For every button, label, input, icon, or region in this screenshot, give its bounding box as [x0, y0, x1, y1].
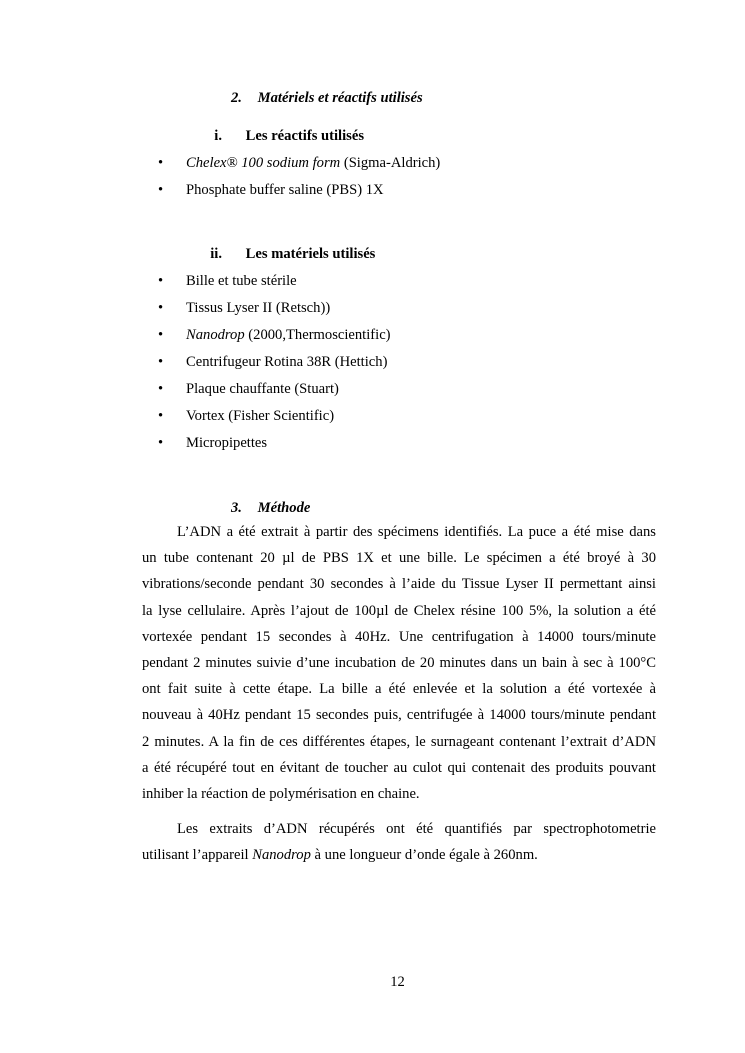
- list-item: [148, 273, 391, 300]
- method-paragraph-1: [142, 519, 656, 807]
- section-3-title: Méthode: [257, 500, 311, 516]
- material-name: Centrifugeur Rotina 38R (Hettich): [186, 354, 388, 370]
- paragraph-text: à une longueur d’onde égale à 260nm.: [310, 847, 538, 864]
- materials-title: Les matériels utilisés: [245, 246, 376, 262]
- page-number: 12: [390, 974, 405, 990]
- material-name: Micropipettes: [186, 435, 268, 451]
- paragraph-line: inhiber la réaction de polymérisation en chaine.: [142, 785, 420, 802]
- material-name: Vortex (Fisher Scientific): [186, 408, 335, 424]
- materials-heading: [202, 246, 375, 263]
- list-item: [148, 408, 391, 435]
- paragraph-line: vibrations/seconde pendant 30 secondes à l’aide du Tissue Lyser II permettant ainsi: [142, 576, 656, 593]
- bullet-icon: •: [158, 327, 164, 343]
- paragraph-text: utilisant l’appareil: [142, 847, 253, 864]
- reagent-name: Phosphate buffer saline (PBS) 1X: [186, 182, 384, 198]
- reagent-name: (Sigma-Aldrich): [340, 155, 441, 171]
- section-2-heading: [231, 90, 423, 107]
- list-item: [148, 300, 391, 327]
- bullet-icon: •: [158, 408, 164, 424]
- section-3-number: 3.: [231, 500, 242, 516]
- bullet-icon: •: [158, 381, 164, 397]
- paragraph-line: la lyse cellulaire. Après l’ajout de 100µl de Chelex résine 100 5%, la solution a été: [142, 602, 656, 619]
- section-2-title: Matériels et réactifs utilisés: [257, 90, 423, 106]
- list-item: [148, 435, 391, 462]
- instrument-name: Nanodrop: [252, 847, 311, 864]
- material-name: (2000,Thermoscientific): [244, 327, 391, 343]
- reagent-name-italic: Chelex® 100 sodium form: [186, 155, 341, 171]
- material-name: Tissus Lyser II (Retsch)): [186, 300, 331, 316]
- list-item: [148, 381, 391, 408]
- paragraph-line: un tube contenant 20 µl de PBS 1X et une bille. Le spécimen a été broyé à 30: [142, 550, 656, 567]
- list-item: [148, 327, 391, 354]
- paragraph-line: ont fait suite à cette étape. La bille a été enlevée et la solution a été vortexée à: [142, 681, 656, 698]
- reagents-heading: [202, 128, 364, 145]
- bullet-icon: •: [158, 300, 164, 316]
- method-paragraph-2: [142, 816, 656, 868]
- reagents-list: [148, 155, 440, 209]
- paragraph-line: a été récupéré tout en évitant de toucher au culot qui contenait des produits pouvant: [142, 759, 656, 776]
- materials-number: ii.: [210, 246, 222, 262]
- bullet-icon: •: [158, 182, 164, 198]
- list-item: [148, 155, 440, 182]
- paragraph-line: [142, 842, 656, 868]
- reagents-number: i.: [214, 128, 222, 144]
- list-item: [148, 354, 391, 381]
- paragraph-line: Les extraits d’ADN récupérés ont été quantifiés par spectrophotometrie: [177, 821, 656, 837]
- paragraph-line: L’ADN a été extrait à partir des spécimens identifiés. La puce a été mise dans: [177, 524, 656, 540]
- material-name: Bille et tube stérile: [186, 273, 297, 289]
- material-name: Plaque chauffante (Stuart): [186, 381, 339, 397]
- section-3-heading: [231, 500, 310, 517]
- bullet-icon: •: [158, 155, 164, 171]
- paragraph-line: vortexée pendant 15 secondes à 40Hz. Une centrifugation à 14000 tours/minute: [142, 628, 656, 645]
- bullet-icon: •: [158, 273, 164, 289]
- bullet-icon: •: [158, 435, 164, 451]
- paragraph-line: 2 minutes. A la fin de ces différentes étapes, le surnageant contenant l’extrait d’ADN: [142, 733, 656, 750]
- bullet-icon: •: [158, 354, 164, 370]
- section-2-number: 2.: [231, 90, 242, 106]
- reagents-title: Les réactifs utilisés: [245, 128, 365, 144]
- material-name-italic: Nanodrop: [186, 327, 245, 343]
- paragraph-line: nouveau à 40Hz pendant 15 secondes puis, centrifugée à 14000 tours/minute pendant: [142, 707, 656, 724]
- paragraph-line: pendant 2 minutes suivie d’une incubation de 20 minutes dans un bain à sec à 100°C: [142, 654, 656, 671]
- list-item: [148, 182, 440, 209]
- materials-list: [148, 273, 391, 462]
